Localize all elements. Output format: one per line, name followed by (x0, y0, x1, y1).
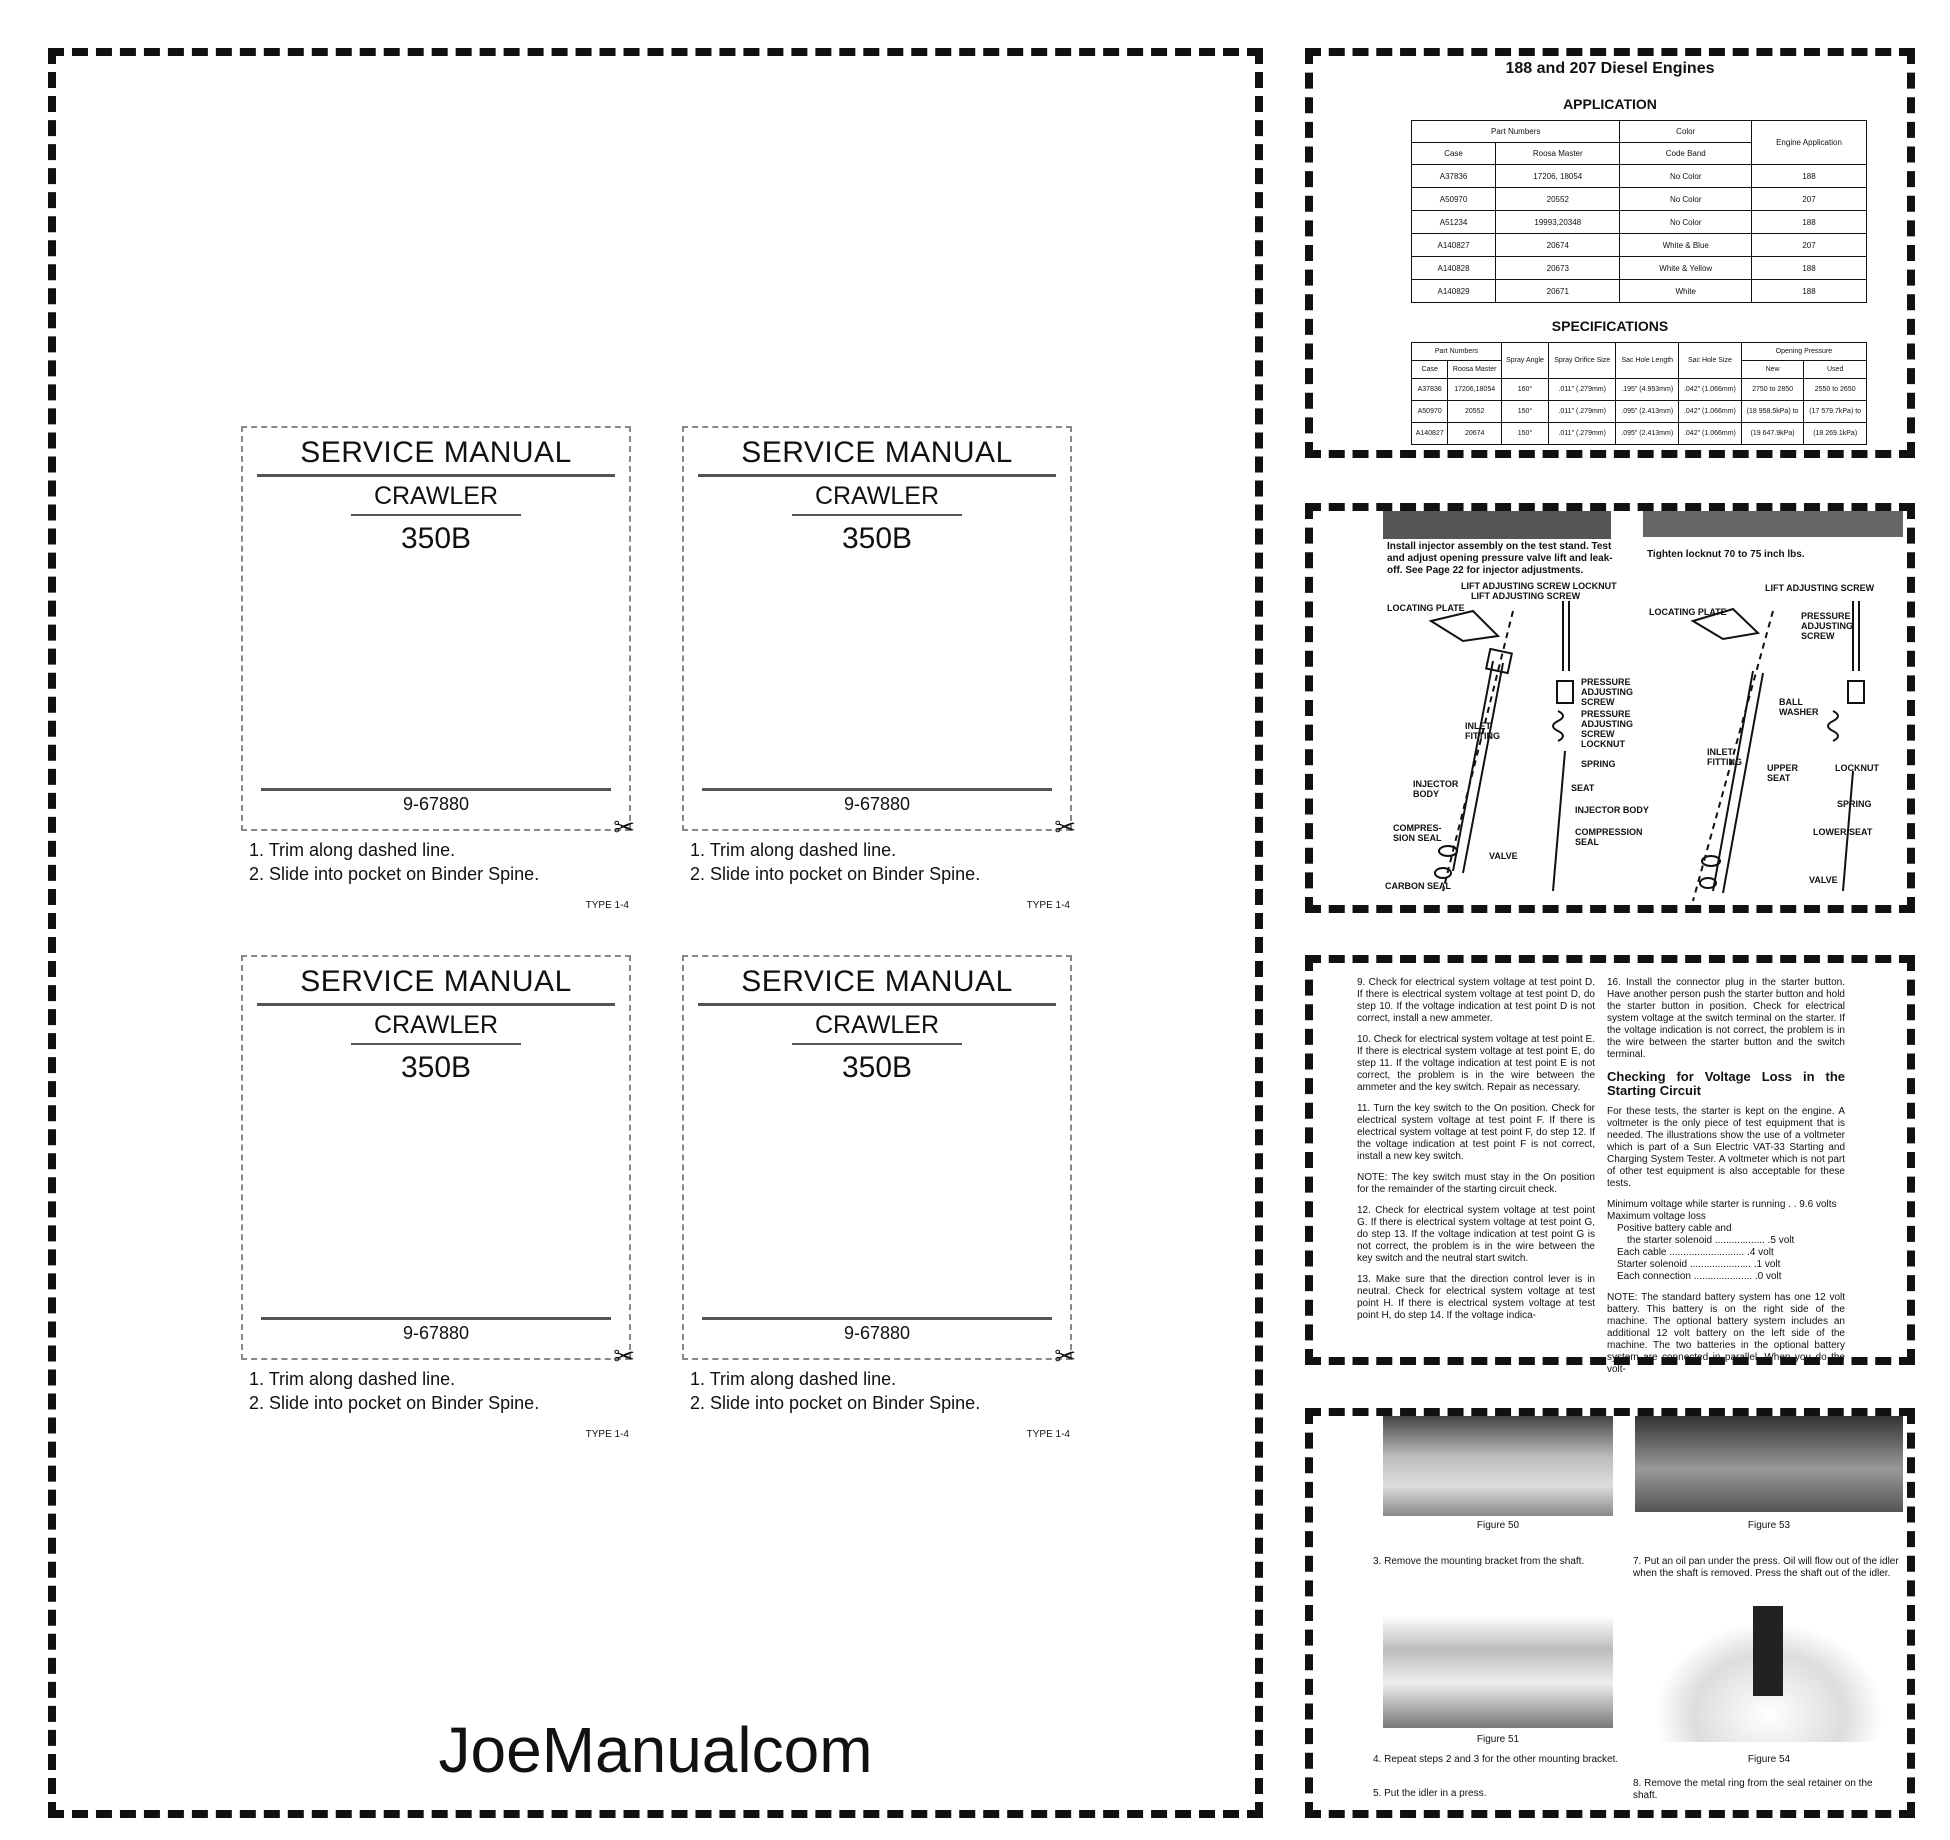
table-header: Opening Pressure (1741, 343, 1866, 361)
table-row (1412, 257, 1867, 280)
spine-label-card (241, 426, 635, 934)
diagram-label: COMPRES-SION SEAL (1393, 823, 1442, 843)
diagram-label: VALVE (1489, 851, 1518, 861)
card-instruction: 1. Trim along dashed line. (249, 840, 456, 860)
application-heading: APPLICATION (1563, 96, 1657, 112)
card-title: SERVICE MANUAL (300, 436, 572, 469)
voltage-line: Starter solenoid ...................... .1 volt (1617, 1259, 1781, 1270)
table-cell: (18 958.5kPa) to (1741, 401, 1804, 423)
card-subtitle: CRAWLER (373, 1011, 499, 1039)
table-cell: 150° (1501, 401, 1548, 423)
voltage-line: Minimum voltage while starter is running . . 9.6 volts (1607, 1199, 1837, 1210)
preview-text-page (1305, 955, 1915, 1375)
table-cell: A140828 (1412, 257, 1496, 280)
table-header: Part Numbers (1412, 121, 1620, 143)
diagram-label: SPRING (1837, 799, 1872, 809)
preview-diagram-page (1305, 503, 1915, 913)
table-cell: White (1620, 280, 1752, 303)
specifications-heading: SPECIFICATIONS (1551, 318, 1669, 334)
figure-caption: Figure 51 (1476, 1734, 1520, 1745)
diagram-label: VALVE (1809, 875, 1838, 885)
table-cell: A37836 (1412, 379, 1448, 401)
voltage-line: Each cable ........................... .4 volt (1617, 1247, 1774, 1258)
scissors-icon: ✂ (613, 812, 635, 842)
card-part-number: 9-67880 (402, 794, 470, 814)
diagram-label: PRESSURE ADJUSTING SCREW (1581, 677, 1634, 707)
table-cell: 20552 (1496, 188, 1620, 211)
card-title: SERVICE MANUAL (741, 965, 1013, 998)
table-cell: .095" (2.413mm) (1616, 401, 1679, 423)
table-cell: .011" (.279mm) (1549, 401, 1616, 423)
table-header: Code Band (1620, 143, 1752, 165)
voltage-line: Positive battery cable and (1617, 1223, 1732, 1234)
table-cell: 2550 to 2650 (1804, 379, 1867, 401)
card-part-number: 9-67880 (843, 794, 911, 814)
diagram-caption: Tighten locknut 70 to 75 inch lbs. (1647, 549, 1805, 560)
diagram-label: SPRING (1581, 759, 1616, 769)
scissors-icon: ✂ (613, 1341, 635, 1371)
table-row (1412, 211, 1867, 234)
table-header: Sac Hole Size (1679, 343, 1742, 379)
paragraph: 11. Turn the key switch to the On position. Check for electrical system voltage at test point F. If there is electrical system voltage at test point F, do step 12. If the voltage indication at test point F is not correct, install a new key switch. (1357, 1103, 1595, 1162)
diagram-label: LIFT ADJUSTING SCREW (1765, 583, 1875, 593)
table-cell: 188 (1752, 280, 1867, 303)
card-instruction: 1. Trim along dashed line. (249, 1369, 456, 1389)
table-cell: .011" (.279mm) (1549, 423, 1616, 445)
preview-photos-page (1305, 1408, 1915, 1818)
table-header: Roosa Master (1448, 361, 1502, 379)
table-cell: 150° (1501, 423, 1548, 445)
scissors-icon: ✂ (1054, 1341, 1076, 1371)
diagram-label: INJECTOR BODY (1413, 779, 1459, 799)
section-heading: Checking for Voltage Loss in the Starting Circuit (1607, 1069, 1845, 1098)
table-cell: .011" (.279mm) (1549, 379, 1616, 401)
paragraph: 12. Check for electrical system voltage at test point G. If there is electrical system voltage at test point G, do step 13. If the voltage indication at test point G is not correct, the problem is in the wire between the key switch and the neutral start switch. (1357, 1205, 1595, 1264)
table-cell: 20673 (1496, 257, 1620, 280)
card-subtitle: CRAWLER (814, 482, 940, 510)
table-cell: 2750 to 2850 (1741, 379, 1804, 401)
spine-label-card (682, 955, 1076, 1463)
diagram-label: LOWER SEAT (1813, 827, 1873, 837)
diagram-label: PRESSURE ADJUSTING SCREW (1801, 611, 1854, 641)
paragraph: For these tests, the starter is kept on the engine. A voltmeter is the only piece of test equipment that is needed. The illustrations show the use of a voltmeter which is part of a Sun Electric VAT-33 Starting and Charging System Tester. A voltmeter which is not part of other test equipment is also acceptable for these tests. (1607, 1106, 1845, 1189)
table-cell: A50970 (1412, 188, 1496, 211)
table-cell: 17206, 18054 (1496, 165, 1620, 188)
table-row (1412, 401, 1867, 423)
figure-photo (1383, 1416, 1613, 1516)
diagram-label: UPPER SEAT (1767, 763, 1799, 783)
spine-label-card (682, 426, 1076, 934)
table-cell: (18 269.1kPa) (1804, 423, 1867, 445)
diagram-label: LOCKNUT (1835, 763, 1879, 773)
watermark: JoeManualcom (438, 1714, 873, 1786)
table-row (1412, 165, 1867, 188)
diagram-label: INLET FITTING (1707, 747, 1742, 767)
figure-caption: Figure 54 (1747, 1754, 1791, 1765)
diagram-label: BALL WASHER (1779, 697, 1819, 717)
card-part-number: 9-67880 (843, 1323, 911, 1343)
voltage-line: Maximum voltage loss (1607, 1211, 1706, 1222)
table-cell: A140827 (1412, 234, 1496, 257)
table-header: Spray Orifice Size (1549, 343, 1616, 379)
table-header: Color (1620, 121, 1752, 143)
scissors-icon: ✂ (1054, 812, 1076, 842)
card-type-label: TYPE 1-4 (585, 1429, 629, 1440)
diagram-label: PRESSURE ADJUSTING SCREW LOCKNUT (1581, 709, 1634, 749)
table-header: Spray Angle (1501, 343, 1548, 379)
table-cell: 17206,18054 (1448, 379, 1502, 401)
table-cell: 20674 (1448, 423, 1502, 445)
diagram-label: LOCATING PLATE (1387, 603, 1465, 613)
card-instruction: 2. Slide into pocket on Binder Spine. (690, 864, 981, 884)
text-column-right (1607, 977, 1845, 1385)
table-cell: 188 (1752, 211, 1867, 234)
table-cell: No Color (1620, 188, 1752, 211)
table-cell: 19993,20348 (1496, 211, 1620, 234)
diagram-label: COMPRESSION SEAL (1575, 827, 1643, 847)
page-title: 188 and 207 Diesel Engines (1505, 60, 1715, 77)
table-header: Sac Hole Length (1616, 343, 1679, 379)
table-row (1412, 188, 1867, 211)
table-cell: A51234 (1412, 211, 1496, 234)
diagram-label: LIFT ADJUSTING SCREW LOCKNUT (1461, 581, 1617, 591)
table-cell: .042" (1.066mm) (1679, 401, 1742, 423)
diagram-label: LIFT ADJUSTING SCREW (1471, 591, 1581, 601)
table-header: Engine Application (1752, 121, 1867, 165)
table-cell: A50970 (1412, 401, 1448, 423)
paragraph: NOTE: The key switch must stay in the On position for the remainder of the starting circuit check. (1357, 1172, 1595, 1195)
table-cell: 188 (1752, 165, 1867, 188)
paragraph: 13. Make sure that the direction control lever is in neutral. Check for electrical system voltage at test point H. If there is electrical system voltage at test point H, do step 14. If the voltage indica- (1357, 1274, 1595, 1321)
diagram-label: CARBON SEAL (1385, 881, 1452, 891)
table-cell: White & Yellow (1620, 257, 1752, 280)
figure-caption: Figure 53 (1747, 1520, 1791, 1531)
table-row (1412, 423, 1867, 445)
table-cell: (19 647.9kPa) (1741, 423, 1804, 445)
table-cell: .095" (2.413mm) (1616, 423, 1679, 445)
table-header: Part Numbers (1412, 343, 1502, 361)
diagram-label: LOCATING PLATE (1649, 607, 1727, 617)
procedure-step: 5. Put the idler in a press. (1373, 1788, 1487, 1799)
table-header: Case (1412, 143, 1496, 165)
table-cell: No Color (1620, 211, 1752, 234)
card-title: SERVICE MANUAL (300, 965, 572, 998)
table-cell: (17 579.7kPa) to (1804, 401, 1867, 423)
table-cell: 160° (1501, 379, 1548, 401)
diagram-label: INJECTOR BODY (1575, 805, 1649, 815)
procedure-step: 7. Put an oil pan under the press. Oil will flow out of the idler when the shaft is removed. Press the shaft out of the idler. (1633, 1556, 1899, 1579)
voltage-line: the starter solenoid .................. .5 volt (1627, 1235, 1795, 1246)
table-header: Roosa Master (1496, 143, 1620, 165)
main-panel (48, 48, 1263, 1818)
card-instruction: 2. Slide into pocket on Binder Spine. (690, 1393, 981, 1413)
figure-photo (1383, 1616, 1613, 1728)
diagram-label: SEAT (1571, 783, 1595, 793)
card-instruction: 1. Trim along dashed line. (690, 1369, 897, 1389)
card-title: SERVICE MANUAL (741, 436, 1013, 469)
paragraph: NOTE: The standard battery system has one 12 volt battery. This battery is on the right side of the machine. The optional battery system includes an additional 12 volt battery on the left side of the machine. The two batteries in the optional battery system are connected in parallel. When you do the volt- (1607, 1292, 1845, 1375)
figure-photo (1635, 1606, 1903, 1742)
table-cell: No Color (1620, 165, 1752, 188)
card-type-label: TYPE 1-4 (1026, 1429, 1070, 1440)
diagram-caption: Install injector assembly on the test stand. Test and adjust opening pressure valve lift and leak-off. See Page 22 for injector adjustments. (1387, 541, 1613, 576)
table-header: Case (1412, 361, 1448, 379)
card-model: 350B (400, 522, 472, 555)
table-cell: 207 (1752, 188, 1867, 211)
paragraph: 9. Check for electrical system voltage at test point D. If there is electrical system voltage at test point D, do step 10. If the voltage indication at test point D is not correct, install a new ammeter. (1357, 977, 1595, 1024)
table-cell: 20552 (1448, 401, 1502, 423)
card-subtitle: CRAWLER (814, 1011, 940, 1039)
card-model: 350B (841, 522, 913, 555)
table-cell: A140829 (1412, 280, 1496, 303)
table-cell: 20674 (1496, 234, 1620, 257)
voltage-line: Each connection ..................... .0 volt (1617, 1271, 1782, 1282)
table-cell: A140827 (1412, 423, 1448, 445)
figure-caption: Figure 50 (1476, 1520, 1520, 1531)
card-instruction: 2. Slide into pocket on Binder Spine. (249, 864, 540, 884)
card-instruction: 1. Trim along dashed line. (690, 840, 897, 860)
application-table (1411, 120, 1867, 303)
spine-label-card (241, 955, 635, 1463)
card-type-label: TYPE 1-4 (585, 900, 629, 911)
procedure-step: 8. Remove the metal ring from the seal retainer on the shaft. (1633, 1778, 1873, 1801)
table-cell: A37836 (1412, 165, 1496, 188)
procedure-step: 4. Repeat steps 2 and 3 for the other mounting bracket. (1373, 1754, 1619, 1765)
table-cell: 20671 (1496, 280, 1620, 303)
card-type-label: TYPE 1-4 (1026, 900, 1070, 911)
table-cell: .042" (1.066mm) (1679, 379, 1742, 401)
table-row (1412, 280, 1867, 303)
table-cell: White & Blue (1620, 234, 1752, 257)
table-cell: .195" (4.953mm) (1616, 379, 1679, 401)
card-model: 350B (841, 1051, 913, 1084)
card-model: 350B (400, 1051, 472, 1084)
table-cell: .042" (1.066mm) (1679, 423, 1742, 445)
card-instruction: 2. Slide into pocket on Binder Spine. (249, 1393, 540, 1413)
table-cell: 188 (1752, 257, 1867, 280)
paragraph: 16. Install the connector plug in the starter button. Have another person push the starter button and hold the starter button in position. Check for electrical system voltage at the switch terminal on the starter. If the voltage indication is not correct, the problem is in the wire between the starter button and the switch terminal. (1607, 977, 1845, 1060)
specifications-table (1411, 342, 1867, 445)
card-subtitle: CRAWLER (373, 482, 499, 510)
paragraph: 10. Check for electrical system voltage at test point E. If there is electrical system voltage at test point E, do step 11. If the voltage indication at test point E is not correct, the problem is in the wire between the ammeter and the key switch. Repair as necessary. (1357, 1034, 1595, 1093)
table-row (1412, 234, 1867, 257)
figure-photo (1635, 1416, 1903, 1512)
diagram-label: INLET FITTING (1465, 721, 1500, 741)
card-part-number: 9-67880 (402, 1323, 470, 1343)
table-header: Used (1804, 361, 1867, 379)
table-header: New (1741, 361, 1804, 379)
preview-tables-page (1305, 48, 1915, 458)
procedure-step: 3. Remove the mounting bracket from the shaft. (1373, 1556, 1585, 1567)
table-cell: 207 (1752, 234, 1867, 257)
table-row (1412, 379, 1867, 401)
text-column-left (1357, 977, 1595, 1331)
